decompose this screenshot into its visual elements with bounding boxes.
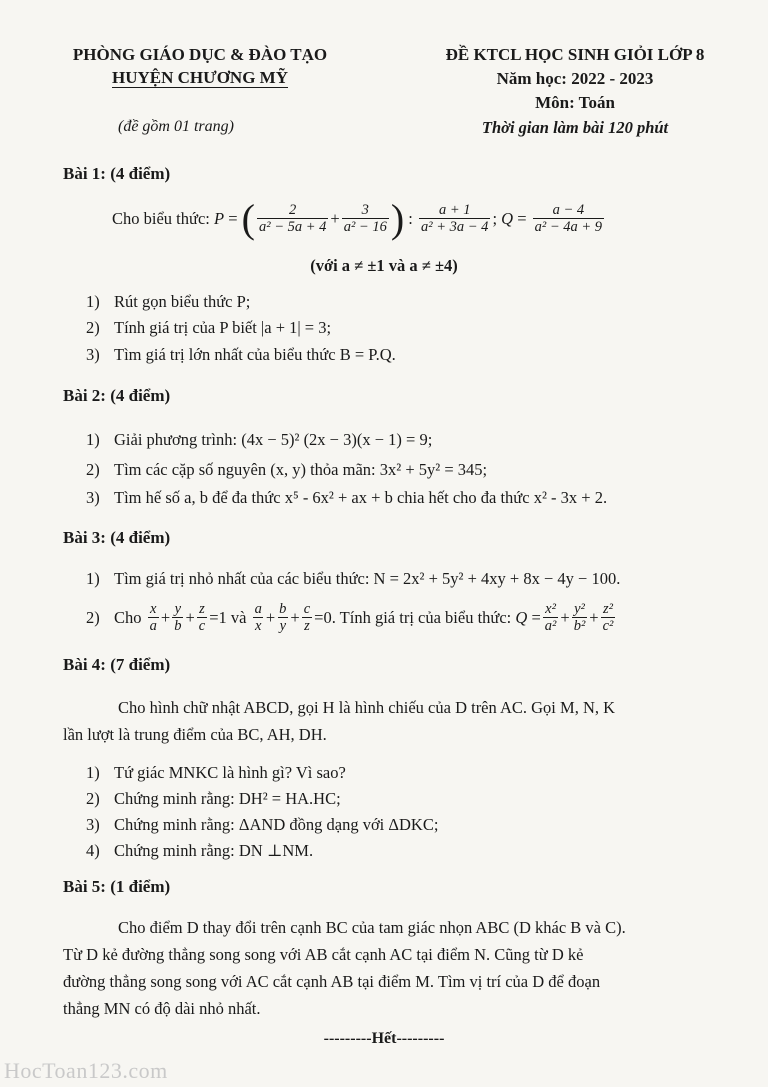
bai2-item-3: 3) Tìm hế số a, b để đa thức x⁵ - 6x² + ax + b chia hết cho đa thức x² - 3x + 2. (86, 488, 608, 507)
page-count-note: (đề gồm 01 trang) (118, 118, 234, 135)
district-name: HUYỆN CHƯƠNG MỸ (112, 68, 288, 87)
bai2-item-1: 1) Giải phương trình: (4x − 5)² (2x − 3)(x − 1) = 9; (86, 430, 433, 449)
bai1-expression: Cho biểu thức: P = ( $\frac{2}{\text{a² − 5a + 4}}$ + $\frac{3}{\text{a² − 16}}$ ) : $\frac{a + 1}{\text{a² + 3a − 4}}$ ; Q = $\frac{a - 4}{\text{a² − 4a + 9}}$ (112, 196, 603, 241)
bai5-title: Bài 5: (1 điểm) (63, 877, 171, 896)
bai2-item-2: 2) Tìm các cặp số nguyên (x, y) thỏa mãn: 3x² + 5y² = 345; (86, 460, 488, 479)
bai5-paragraph: Cho điểm D thay đổi trên cạnh BC của tam giác nhọn ABC (D khác B và C). Từ D kẻ đường thẳng song song với AB cắt cạnh AC tại điểm N. Cũng từ D kẻ đường thẳng song song với AC cắt cạnh AB tại điểm M. Tìm vị trí của D để đoạn thẳng MN có độ dài nhỏ nhất. (63, 918, 626, 1018)
department-name: PHÒNG GIÁO DỤC & ĐÀO TẠO (72, 45, 328, 64)
school-year: Năm học: 2022 - 2023 (496, 69, 654, 88)
bai1-item-1: 1) Rút gọn biểu thức P; (86, 292, 251, 311)
exam-title: ĐỀ KTCL HỌC SINH GIỎI LỚP 8 (445, 45, 705, 64)
bai4-item-1: 1) Tứ giác MNKC là hình gì? Vì sao? (86, 763, 346, 782)
bai3-title: Bài 3: (4 điểm) (63, 528, 171, 547)
time-limit: Thời gian làm bài 120 phút (481, 118, 669, 137)
end-marker: ---------Hết--------- (323, 1030, 445, 1047)
bai1-intro: Cho biểu thức: (112, 209, 210, 228)
bai4-item-4: 4) Chứng minh rằng: DN ⊥NM. (86, 841, 314, 860)
bai3-item-1: 1) Tìm giá trị nhỏ nhất của các biểu thức: N = 2x² + 5y² + 4xy + 8x − 4y − 100. (86, 569, 621, 588)
subject: Môn: Toán (535, 93, 615, 112)
bai4-item-2: 2) Chứng minh rằng: DH² = HA.HC; (86, 789, 341, 808)
bai4-paragraph: Cho hình chữ nhật ABCD, gọi H là hình chiếu của D trên AC. Gọi M, N, K lần lượt là trung điểm của BC, AH, DH. (63, 698, 616, 744)
bai1-item-2: 2) Tính giá trị của P biết |a + 1| = 3; (86, 318, 332, 337)
bai1-title: Bài 1: (4 điểm) (63, 164, 171, 183)
bai4-item-3: 3) Chứng minh rằng: ΔAND đồng dạng với ΔDKC; (86, 815, 439, 834)
bai1-condition: (với a ≠ ±1 và a ≠ ±4) (310, 256, 458, 275)
bai2-title: Bài 2: (4 điểm) (63, 386, 171, 405)
bai3-item-2: 2) Cho $\frac{x}{a}$ + $\frac{y}{b}$ + $\frac{z}{c}$ =1 và $\frac{a}{x}$ + $\frac{b}{y}$ + $\frac{c}{z}$ =0 . Tính giá trị của biểu thức: Q = $\frac{\text{x²}}{\text{a²}}$ + $\frac{\text{y²}}{\text{b²}}$ + $\frac{\text{z²}}{\text{c²}}$ (86, 601, 614, 634)
watermark: HocToan123.com (4, 1058, 168, 1083)
bai1-item-3: 3) Tìm giá trị lớn nhất của biểu thức B = P.Q. (86, 345, 396, 364)
bai4-title: Bài 4: (7 điểm) (63, 655, 171, 674)
